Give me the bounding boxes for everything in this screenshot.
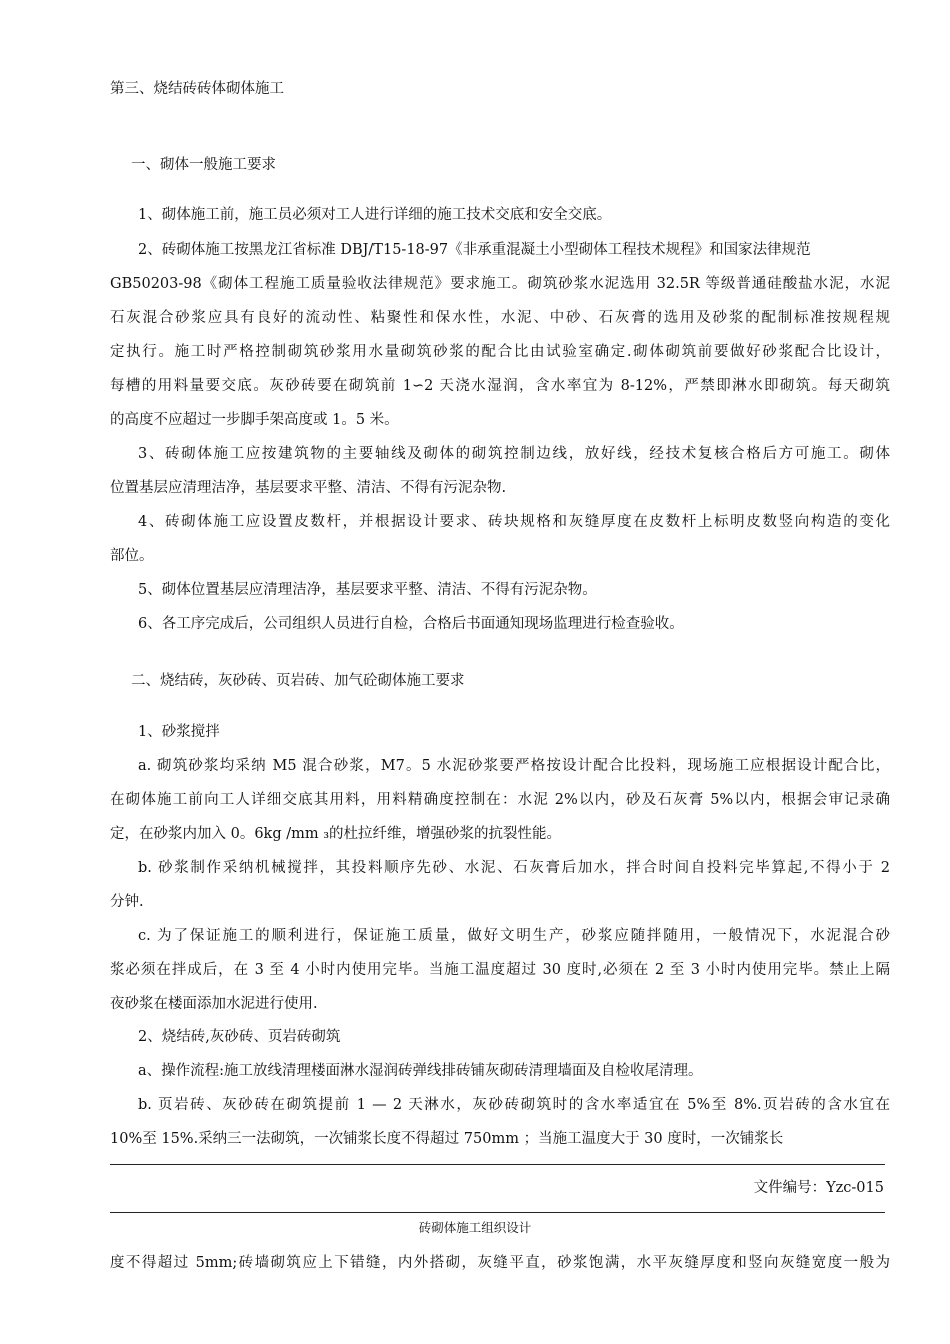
paragraph-line: 度不得超过 5mm;砖墙砌筑应上下错缝，内外搭砌，灰缝平直，砂浆饱满，水平灰缝厚度和竖向灰缝宽度一般为: [110, 1255, 890, 1271]
paragraph-line: 10%至 15%.采纳三一法砌筑，一次铺浆长度不得超过 750mm ；当施工温度大于 30 度时，一次铺浆长: [110, 1131, 784, 1147]
paragraph-line: a、操作流程:施工放线清理楼面淋水湿润砖弹线排砖铺灰砌砖清理墙面及自检收尾清理。: [138, 1063, 703, 1079]
paragraph-line: 分钟.: [110, 894, 144, 910]
paragraph-line: 2、砖砌体施工按黑龙江省标准 DBJ/T15-18-97《非承重混凝土小型砌体工程技术规程》和国家法律规范: [138, 242, 811, 258]
footer-divider: [110, 1164, 885, 1165]
paragraph-line: 每槽的用料量要交底。灰砂砖要在砌筑前 1∽2 天浇水湿润，含水率宜为 8-12%，严禁即淋水即砌筑。每天砌筑: [110, 378, 890, 394]
paragraph-line: 1、砌体施工前，施工员必须对工人进行详细的施工技术交底和安全交底。: [138, 207, 612, 223]
paragraph-line: 6、各工序完成后，公司组织人员进行自检，合格后书面通知现场监理进行检查验收。: [138, 616, 684, 632]
subsection-heading: 二、烧结砖，灰砂砖、页岩砖、加气砼砌体施工要求: [131, 673, 465, 689]
section-heading: 第三、烧结砖砖体砌体施工: [110, 81, 284, 97]
subsection-heading: 一、砌体一般施工要求: [131, 157, 276, 173]
paragraph-line: 4、砖砌体施工应设置皮数杆，并根据设计要求、砖块规格和灰缝厚度在皮数杆上标明皮数竖向构造的变化: [138, 514, 890, 530]
paragraph-line: 浆必须在拌成后，在 3 至 4 小时内使用完毕。当施工温度超过 30 度时,必须在 2 至 3 小时内使用完毕。禁止上隔: [110, 962, 890, 978]
paragraph-line: c. 为了保证施工的顺利进行，保证施工质量，做好文明生产，砂浆应随拌随用，一般情况下，水泥混合砂: [138, 928, 890, 944]
running-header-title: 砖砌体施工组织设计: [418, 1220, 532, 1235]
paragraph-line: 5、砌体位置基层应清理洁净，基层要求平整、清洁、不得有污泥杂物。: [138, 582, 597, 598]
paragraph-line: 定，在砂浆内加入 0。6kg /mm ₃的杜拉纤维，增强砂浆的抗裂性能。: [110, 826, 562, 842]
header-divider: [110, 1212, 885, 1213]
item-heading: 1、砂浆搅拌: [138, 724, 220, 740]
paragraph-line: 3、砖砌体施工应按建筑物的主要轴线及砌体的砌筑控制边线，放好线，经技术复核合格后方可施工。砌体: [138, 446, 890, 462]
paragraph-line: 位置基层应清理洁净，基层要求平整、清洁、不得有污泥杂物.: [110, 480, 507, 496]
paragraph-line: b. 砂浆制作采纳机械搅拌，其投料顺序先砂、水泥、石灰膏后加水，拌合时间自投料完毕算起,不得小于 2: [138, 860, 890, 876]
paragraph-line: 定执行。施工时严格控制砌筑砂浆用水量砌筑砂浆的配合比由试验室确定.砌体砌筑前要做好砂浆配合比设计，: [110, 344, 890, 360]
paragraph-line: 部位。: [110, 548, 154, 564]
paragraph-line: 夜砂浆在楼面添加水泥进行使用.: [110, 996, 318, 1012]
paragraph-line: 在砌体施工前向工人详细交底其用料，用料精确度控制在：水泥 2%以内，砂及石灰膏 5%以内，根据会审记录确: [110, 792, 890, 808]
paragraph-line: GB50203-98《砌体工程施工质量验收法律规范》要求施工。砌筑砂浆水泥选用 32.5R 等级普通硅酸盐水泥，水泥: [110, 276, 890, 292]
item-heading: 2、烧结砖,灰砂砖、页岩砖砌筑: [138, 1029, 341, 1045]
paragraph-line: 的高度不应超过一步脚手架高度或 1。5 米。: [110, 412, 399, 428]
paragraph-line: b. 页岩砖、灰砂砖在砌筑提前 1 — 2 天淋水，灰砂砖砌筑时的含水率适宜在 5%至 8%.页岩砖的含水宜在: [138, 1097, 890, 1113]
file-number: 文件编号：Yzc-015: [753, 1180, 884, 1196]
paragraph-line: 石灰混合砂浆应具有良好的流动性、粘聚性和保水性，水泥、中砂、石灰膏的选用及砂浆的配制标准按规程规: [110, 310, 890, 326]
paragraph-line: a. 砌筑砂浆均采纳 M5 混合砂浆，M7。5 水泥砂浆要严格按设计配合比投料，现场施工应根据设计配合比，: [138, 758, 890, 774]
